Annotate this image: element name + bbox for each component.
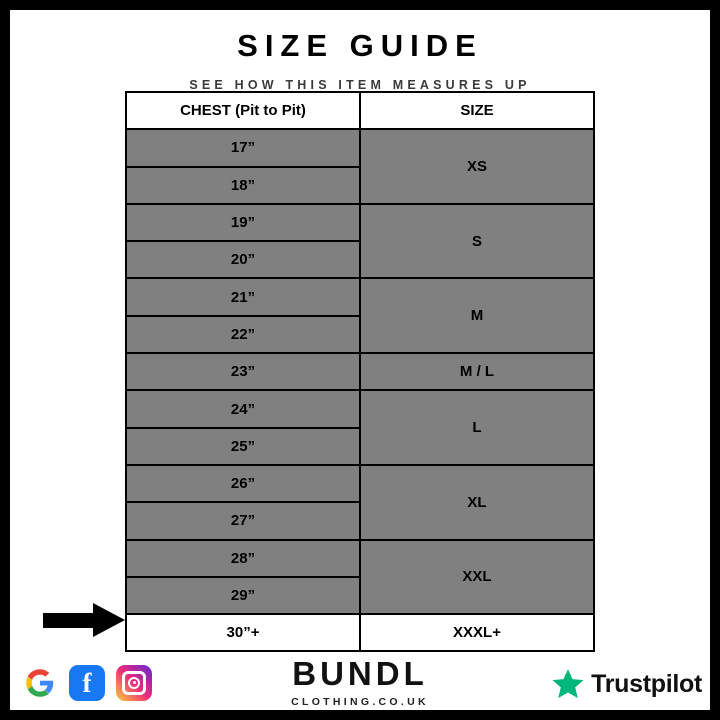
chest-value: 25” bbox=[126, 428, 360, 465]
facebook-glyph: f bbox=[82, 668, 92, 698]
column-header-chest: CHEST (Pit to Pit) bbox=[126, 92, 360, 129]
brand-domain: CLOTHING.CO.UK bbox=[291, 696, 429, 708]
column-header-size: SIZE bbox=[360, 92, 594, 129]
table-header-row bbox=[126, 92, 594, 129]
footer bbox=[10, 655, 710, 710]
size-value: S bbox=[360, 204, 594, 279]
chest-value: 18” bbox=[126, 167, 360, 204]
size-value: L bbox=[360, 390, 594, 465]
arrow-shaft bbox=[43, 613, 95, 628]
table-row bbox=[126, 540, 594, 577]
trustpilot-badge[interactable] bbox=[551, 667, 702, 701]
table-row bbox=[126, 465, 594, 502]
page-title: SIZE GUIDE bbox=[237, 28, 483, 63]
chest-value: 27” bbox=[126, 502, 360, 539]
table-row bbox=[126, 278, 594, 315]
chest-value: 22” bbox=[126, 316, 360, 353]
arrow-right-icon bbox=[43, 603, 125, 637]
table-row bbox=[126, 353, 594, 390]
table-row bbox=[126, 204, 594, 241]
page-subtitle: SEE HOW THIS ITEM MEASURES UP bbox=[189, 78, 531, 92]
size-value: XXL bbox=[360, 540, 594, 615]
chest-value: 28” bbox=[126, 540, 360, 577]
chest-value: 29” bbox=[126, 577, 360, 614]
size-guide-card bbox=[10, 10, 710, 710]
trustpilot-star-icon bbox=[551, 667, 585, 701]
chest-value: 17” bbox=[126, 129, 360, 166]
size-table-wrap bbox=[125, 91, 595, 652]
size-value: M / L bbox=[360, 353, 594, 390]
table-row bbox=[126, 390, 594, 427]
size-value: XL bbox=[360, 465, 594, 540]
size-value: XXXL+ bbox=[360, 614, 594, 651]
table-row bbox=[126, 129, 594, 166]
size-value: XS bbox=[360, 129, 594, 204]
brand-name: BUNDL bbox=[292, 655, 428, 692]
size-table bbox=[125, 91, 595, 652]
chest-value: 21” bbox=[126, 278, 360, 315]
chest-value: 30”+ bbox=[126, 614, 360, 651]
chest-value: 23” bbox=[126, 353, 360, 390]
chest-value: 20” bbox=[126, 241, 360, 278]
size-value: M bbox=[360, 278, 594, 353]
chest-value: 26” bbox=[126, 465, 360, 502]
table-row-highlighted bbox=[126, 614, 594, 651]
arrow-head bbox=[93, 603, 125, 637]
trustpilot-label: Trustpilot bbox=[591, 669, 702, 698]
chest-value: 19” bbox=[126, 204, 360, 241]
chest-value: 24” bbox=[126, 390, 360, 427]
